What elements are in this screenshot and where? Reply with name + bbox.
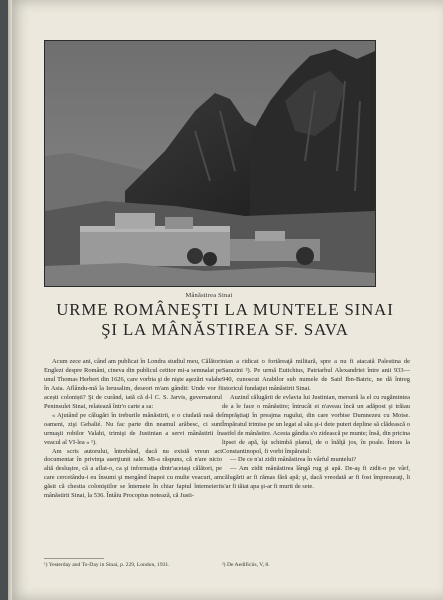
- paragraph: Acum zece ani, când am publicat în Londra studiul meu, Călători Englezi despre Români, cineva din publicul cetitor mi-a semnalat pe unul Thomas Herbert din 1626, care vorbia şi de nişte aşezări valahe în Asia. Aflându-mă la Ierusalim, deseori m'am gândit: Unde vor fi acești coloniști? Şi de curând, iată că d-l C. S. Jarvis, guvernatorul Peninsulei Sinai, relatează într'o carte a sa:: [44, 358, 222, 410]
- left-column: [44, 358, 222, 501]
- photo-caption: Mânăstirea Sinai: [185, 292, 233, 299]
- title-line-1: URME ROMÂNEŞTI LA MUNTELE SINAI: [56, 300, 394, 319]
- paragraph: Am scris autorului, întrebând, dacă nu există vreun act documentar în privinţa aserţiunii sale. Mi-a răspuns, că n'are nicio altă deslușire, că a aflat-o, ca şi informația dintr'aceiaşi călători, pe care cercetându-i eu însumi şi mergând înapoi cu multe veacuri, am găsit că chestia coloniştilor se întemeie în chiar faptul întemeierii mânăstirii Sinai, la 536. Întâiu Procopius notează, că Justi-: [44, 447, 222, 500]
- article-title: [40, 300, 410, 340]
- page-gutter-shadow: [8, 0, 12, 600]
- footnote-rule: [44, 558, 104, 559]
- monastery-photo: [44, 40, 376, 287]
- paragraph: — Am zidit mânăstirea lângă rug şi apă. De-aş fi zidit-o pe vârf, călugării ar fi rămas fără apă; şi, dacă vreodată ar fi fost împresuraţi, li s'ar fi tăiat apa şi-ar fi murit de sete.: [222, 465, 410, 491]
- footnote-right: ²) De Aedificiis, V, 8.: [222, 562, 270, 568]
- paragraph: « Ajutând pe călugări în treburile mânăstirii, e o ciudată rasă de oameni, zişi Gebalié. Nu fac parte din neamul arăbesc, ci sunt urmaşii robilor Valahi, trimişi de Justinian a servi mânăstirii în veacul al VI-lea » ¹).: [44, 411, 222, 446]
- right-column: [222, 358, 410, 492]
- title-line-2: ŞI LA MÂNĂSTIREA SF. SAVA: [101, 320, 349, 339]
- paragraph: nian a ridicat o fortăreaţă militară, spre a nu fi atacată Palestina de Sarazini ²). Pe urmă Eutichius, Patriarhul Alexandriei între anii 933—940, cunoscut Arabilor sub numele de Said Ibn-Batric, ne dă întreg istoricul fundaţiei mânăstirii Sinai.: [222, 358, 410, 392]
- paragraph: Auzind călugării de evlavia lui Justinian, merseră la el cu rugămintea de a le face o mânăstire; întrucât ei n'aveau încă un adăpost şi trăiau împrăştiaţi în preajma rugului, din care vorbise Dumnezeu cu Moise. Împăratul trimise pe un legat al său şi-i dete puteri depline să clădească o astfel de mânăstire. Acesta gândia s'o zidească pe munte; însă, din pricina lipsei de apă, îşi schimbă planul, de o înălţă jos, în poale. Întors la Constantinopol, fi vorbi împăratul:: [222, 393, 411, 455]
- footnote-left: ¹) Yesterday and To-Day in Sinai, p. 229, London, 1931.: [44, 562, 170, 568]
- paragraph: — De ce n'ai zidit mânăstirea în vârful muntelui?: [230, 456, 357, 464]
